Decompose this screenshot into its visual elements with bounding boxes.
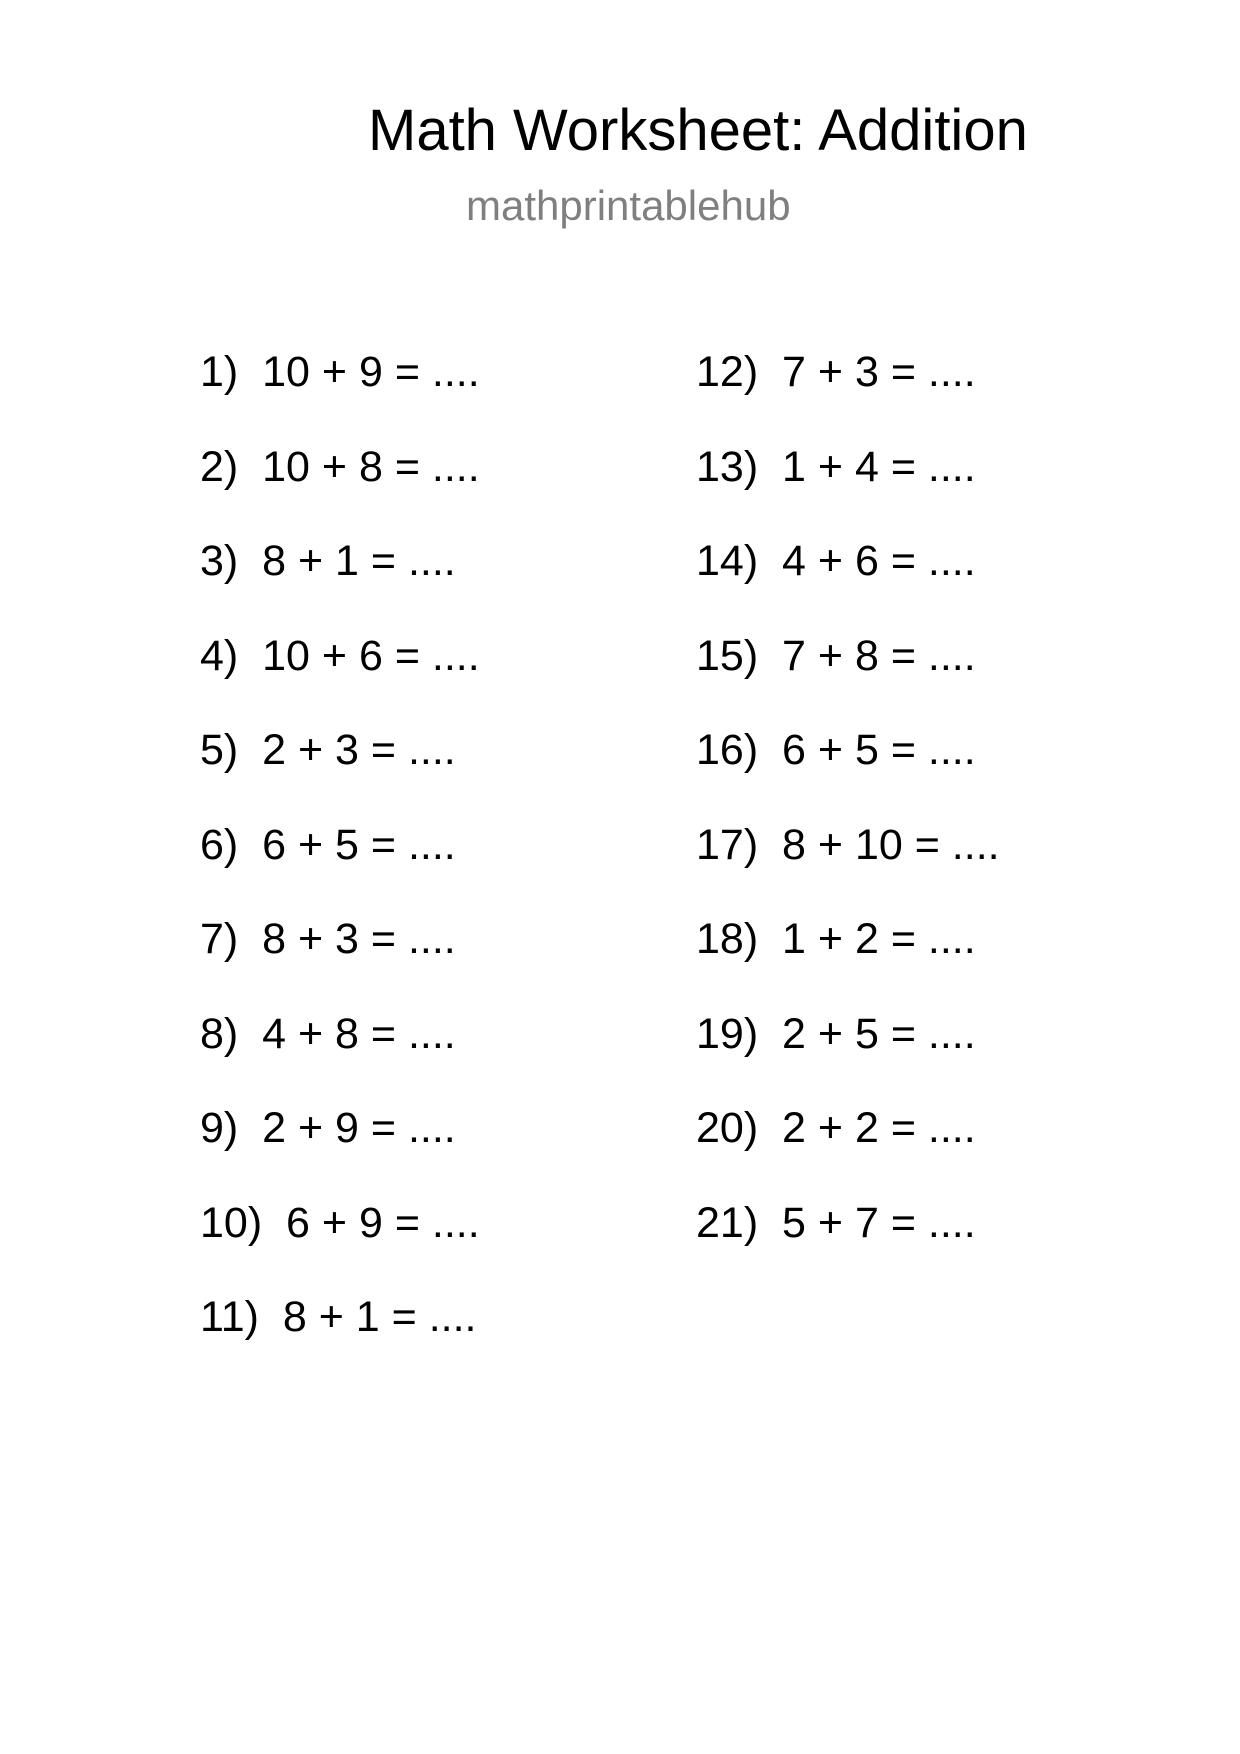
problem-item: 17) 8 + 10 = .... — [696, 820, 1000, 869]
problem-column-right — [696, 344, 1000, 1289]
problem-item: 3) 8 + 1 = .... — [200, 537, 456, 585]
problem-item: 15) 7 + 8 = .... — [696, 631, 976, 680]
problem-item: 4) 10 + 6 = .... — [200, 631, 480, 680]
page-subtitle: mathprintablehub — [466, 182, 791, 229]
problem-item: 19) 2 + 5 = .... — [696, 1009, 976, 1058]
problem-item: 8) 4 + 8 = .... — [200, 1009, 456, 1058]
page-title: Math Worksheet: Addition — [368, 98, 1028, 163]
problem-column-left — [200, 344, 480, 1384]
problem-item: 5) 2 + 3 = .... — [200, 726, 456, 774]
problem-item: 12) 7 + 3 = .... — [696, 348, 976, 396]
problem-item: 1) 10 + 9 = .... — [200, 348, 480, 396]
problem-item: 18) 1 + 2 = .... — [696, 915, 976, 963]
problem-item: 20) 2 + 2 = .... — [696, 1104, 976, 1152]
problem-item: 16) 6 + 5 = .... — [696, 726, 976, 774]
problem-item: 10) 6 + 9 = .... — [200, 1198, 480, 1247]
problem-item: 13) 1 + 4 = .... — [696, 442, 976, 491]
problem-item: 7) 8 + 3 = .... — [200, 915, 456, 963]
problem-item: 11) 8 + 1 = .... — [200, 1293, 477, 1341]
problem-item: 6) 6 + 5 = .... — [200, 820, 456, 869]
problem-item: 2) 10 + 8 = .... — [200, 442, 480, 491]
problem-item: 14) 4 + 6 = .... — [696, 537, 976, 585]
problem-item: 9) 2 + 9 = .... — [200, 1104, 456, 1152]
problem-item: 21) 5 + 7 = .... — [696, 1198, 976, 1247]
